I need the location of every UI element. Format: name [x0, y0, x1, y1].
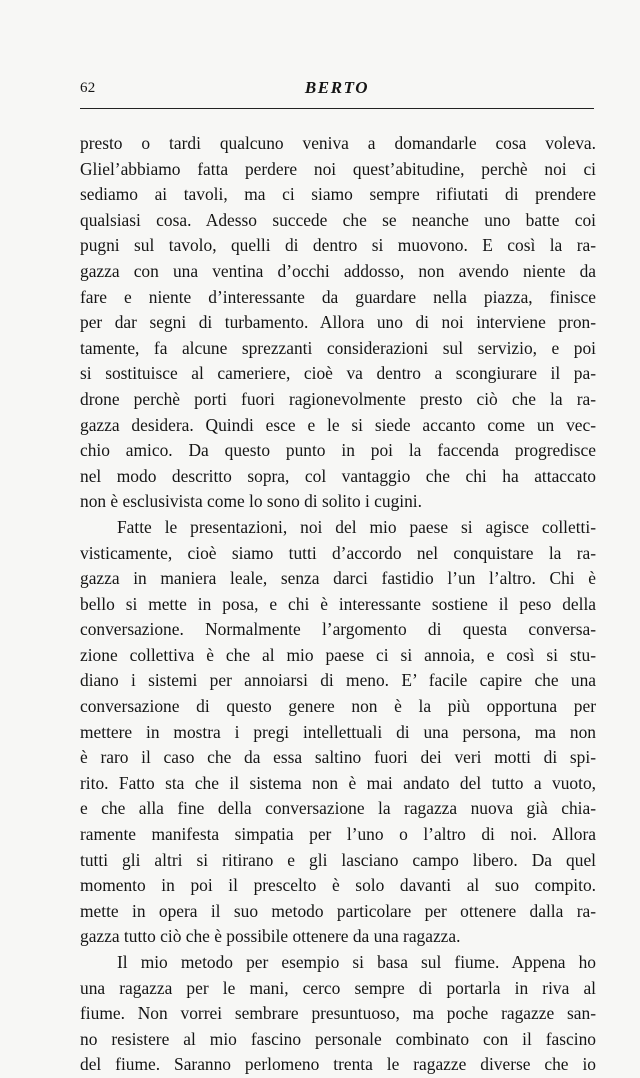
text-line: non è esclusivista come lo sono di solito i cugini.: [80, 491, 422, 512]
text-line: fare e niente d’interessante da guardare nella piazza, finisce: [80, 286, 596, 307]
running-head-author: BERTO: [304, 78, 370, 97]
text-line: chio amico. Da questo punto in poi la faccenda progredisce: [80, 440, 596, 461]
text-line: conversazione. Normalmente l’argomento di questa conversa-: [80, 619, 596, 640]
header-rule: [80, 108, 594, 109]
text-line: visticamente, cioè siamo tutti d’accordo nel conquistare la ra-: [80, 542, 596, 563]
text-line: presto o tardi qualcuno veniva a domandarle cosa voleva.: [80, 133, 596, 153]
text-line: zione collettiva è che al mio paese ci si annoia, e così si stu-: [80, 644, 596, 665]
text-line: tamente, fa alcune sprezzanti considerazioni sul servizio, e poi: [80, 337, 596, 358]
text-line: Gliel’abbiamo fatta perdere noi quest’abitudine, perchè noi ci: [80, 158, 596, 179]
text-line: sediamo ai tavoli, ma ci siamo sempre rifiutati di prendere: [80, 184, 596, 205]
text-line: gazza in maniera leale, senza darci fastidio l’un l’altro. Chi è: [80, 568, 596, 589]
text-line: mettere in mostra i pregi intellettuali di una persona, ma non: [80, 721, 596, 742]
text-line: e che alla fine della conversazione la ragazza nuova già chia-: [80, 798, 596, 819]
text-line: fiume. Non vorrei sembrare presuntuoso, ma poche ragazze san-: [80, 1003, 596, 1024]
text-line: Fatte le presentazioni, noi del mio paese si agisce colletti-: [117, 516, 596, 537]
text-line: rito. Fatto sta che il sistema non è mai andato del tutto a vuoto,: [80, 772, 596, 793]
text-line: diano i sistemi per annoiarsi di meno. E’ facile capire che una: [80, 670, 596, 691]
page-number: 62: [80, 80, 96, 96]
text-line: nel modo descritto sopra, col vantaggio che chi ha attaccato: [80, 465, 596, 486]
text-line: conversazione di questo genere non è la più opportuna per: [80, 696, 596, 717]
text-line: gazza tutto ciò che è possibile ottenere da una ragazza.: [80, 926, 461, 947]
text-line: bello si mette in posa, e chi è interessante sostiene il peso della: [80, 593, 596, 614]
text-line: pugni sul tavolo, quelli di dentro si muovono. E così la ra-: [80, 235, 596, 256]
text-line: gazza desidera. Quindi esce e le si siede accanto come un vec-: [80, 414, 596, 435]
text-line: ramente manifesta simpatia per l’uno o l’altro di noi. Allora: [80, 824, 596, 845]
text-line: gazza con una ventina d’occhi addosso, non avendo niente da: [80, 260, 596, 281]
text-line: momento in poi il prescelto è solo davanti al suo compito.: [80, 875, 596, 896]
page-header: [80, 78, 594, 102]
text-line: tutti gli altri si ritirano e gli lasciano campo libero. Da quel: [80, 849, 596, 870]
text-line: del fiume. Saranno perlomeno trenta le ragazze diverse che io: [80, 1054, 596, 1075]
body-text: [80, 131, 596, 1078]
text-line: Il mio metodo per esempio si basa sul fiume. Appena ho: [117, 952, 596, 972]
text-line: per dar segni di turbamento. Allora uno di noi interviene pron-: [80, 312, 596, 333]
text-line: si sostituisce al cameriere, cioè va dentro a scongiurare il pa-: [80, 363, 596, 384]
text-line: mette in opera il suo metodo particolare per ottenere dalla ra-: [80, 900, 596, 921]
text-line: no resistere al mio fascino personale combinato con il fascino: [80, 1028, 596, 1049]
text-line: qualsiasi cosa. Adesso succede che se neanche uno batte coi: [80, 209, 596, 230]
text-line: drone perchè porti fuori ragionevolmente presto ciò che la ra-: [80, 388, 596, 409]
text-line: è raro il caso che da essa saltino fuori dei veri motti di spi-: [80, 747, 596, 768]
text-line: una ragazza per le mani, cerco sempre di portarla in riva al: [80, 977, 596, 998]
